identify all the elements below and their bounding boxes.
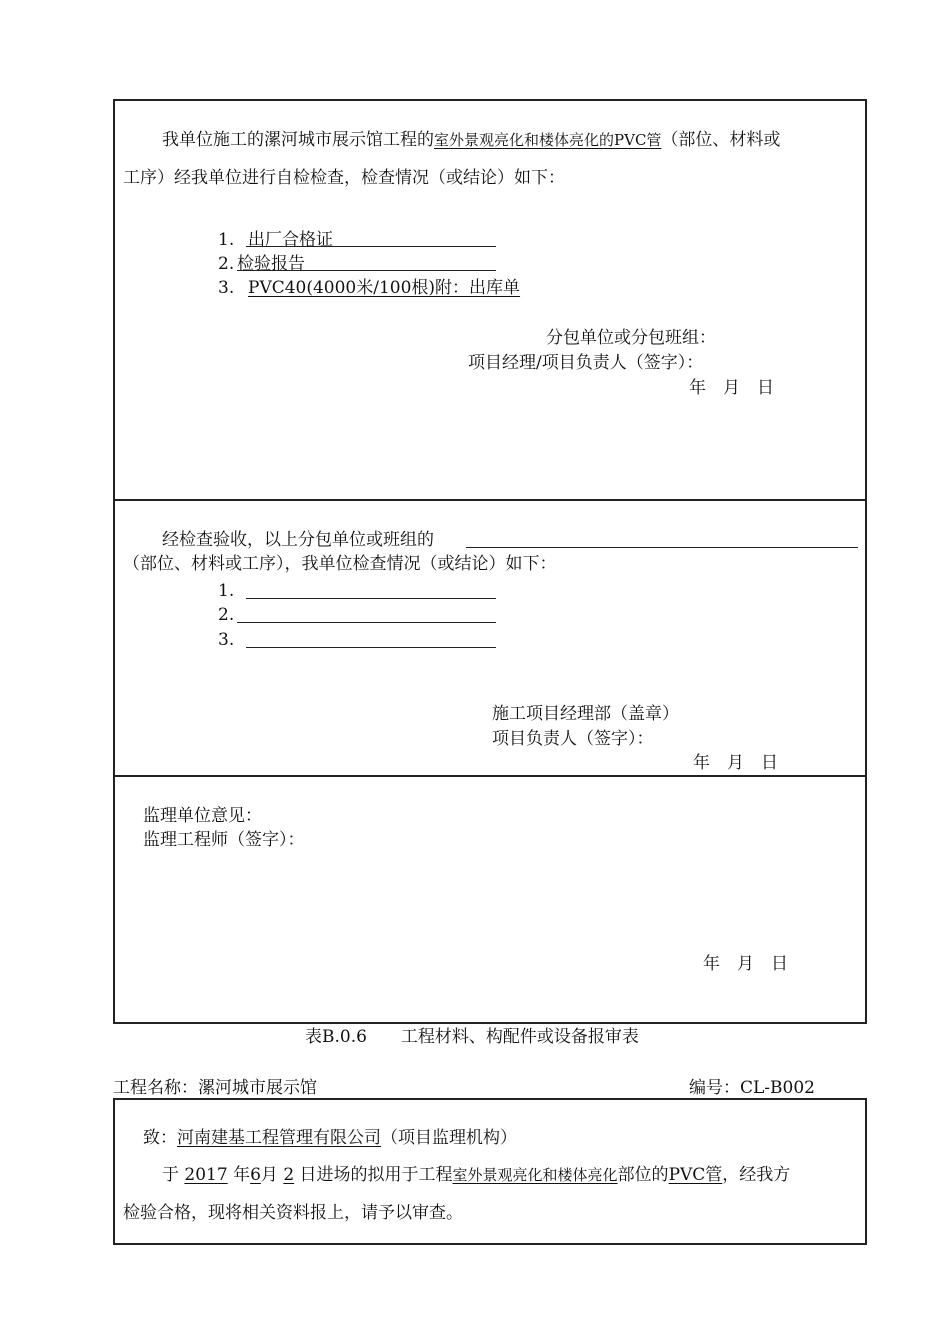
date-label: 年 月 日 <box>703 954 788 974</box>
inspected-part: 室外景观亮化和楼体亮化的 <box>434 131 615 149</box>
underline <box>237 270 496 271</box>
acceptance-intro: 经检查验收，以上分包单位或班组的 <box>162 530 434 550</box>
material-name: PVC管 <box>668 1165 723 1185</box>
acceptance-intro-line2: （部位、材料或工序），我单位检查情况（或结论）如下： <box>123 554 557 574</box>
underline <box>246 598 496 599</box>
date-label: 年 月 日 <box>689 378 774 398</box>
section-divider-1 <box>113 499 867 501</box>
underline <box>237 622 496 623</box>
entry-month: 6 <box>250 1165 261 1185</box>
underline <box>246 246 496 247</box>
list-item: 2. <box>218 605 235 625</box>
engineer-signature-label: 监理工程师（签字）： <box>143 830 305 850</box>
department-seal-label: 施工项目经理部（盖章） <box>492 704 679 724</box>
manager-signature-label: 项目经理/项目负责人（签字）： <box>468 353 704 373</box>
list-item-text: 出厂合格证 <box>248 230 333 250</box>
self-check-intro-line2: 工序）经我单位进行自检检查，检查情况（或结论）如下： <box>123 168 565 188</box>
supervision-opinion-label: 监理单位意见： <box>143 806 262 826</box>
inspected-material: PVC管 <box>614 131 662 149</box>
date-label: 年 月 日 <box>693 753 778 773</box>
list-item: 3. <box>218 630 235 650</box>
list-item: 1. <box>218 581 235 601</box>
list-item: 2. <box>218 254 235 274</box>
list-item: 1. <box>218 230 235 250</box>
subcontractor-label: 分包单位或分包班组： <box>546 328 716 348</box>
entry-statement: 于 2017 年6月 2 日进场的拟用于工程室外景观亮化和楼体亮化部位的PVC管，经我方 <box>162 1165 791 1185</box>
entry-statement-line2: 检验合格，现将相关资料报上，请予以审查。 <box>123 1203 463 1223</box>
list-item-text: 检验报告 <box>237 254 305 274</box>
supervision-company: 河南建基工程管理有限公司 <box>177 1128 381 1148</box>
usage-part: 室外景观亮化和楼体亮化 <box>452 1166 618 1184</box>
list-item-text: PVC40(4000米/100根)附：出库单 <box>248 278 521 298</box>
responsible-signature-label: 项目负责人（签字）： <box>492 729 654 749</box>
entry-day: 2 <box>283 1165 295 1185</box>
self-check-intro: 我单位施工的漯河城市展示馆工程的室外景观亮化和楼体亮化的PVC管（部位、材料或 <box>162 130 781 150</box>
project-name: 工程名称：漯河城市展示馆 <box>113 1078 317 1098</box>
addressee: 致：河南建基工程管理有限公司（项目监理机构） <box>143 1128 517 1148</box>
underline <box>246 647 496 648</box>
entry-year: 2017 <box>184 1165 228 1185</box>
list-item: 3. <box>218 278 235 298</box>
form-number: 编号：CL-B002 <box>689 1078 815 1098</box>
form-title: 表B.0.6 工程材料、构配件或设备报审表 <box>305 1027 639 1047</box>
underline <box>466 547 858 548</box>
section-divider-2 <box>113 775 867 777</box>
